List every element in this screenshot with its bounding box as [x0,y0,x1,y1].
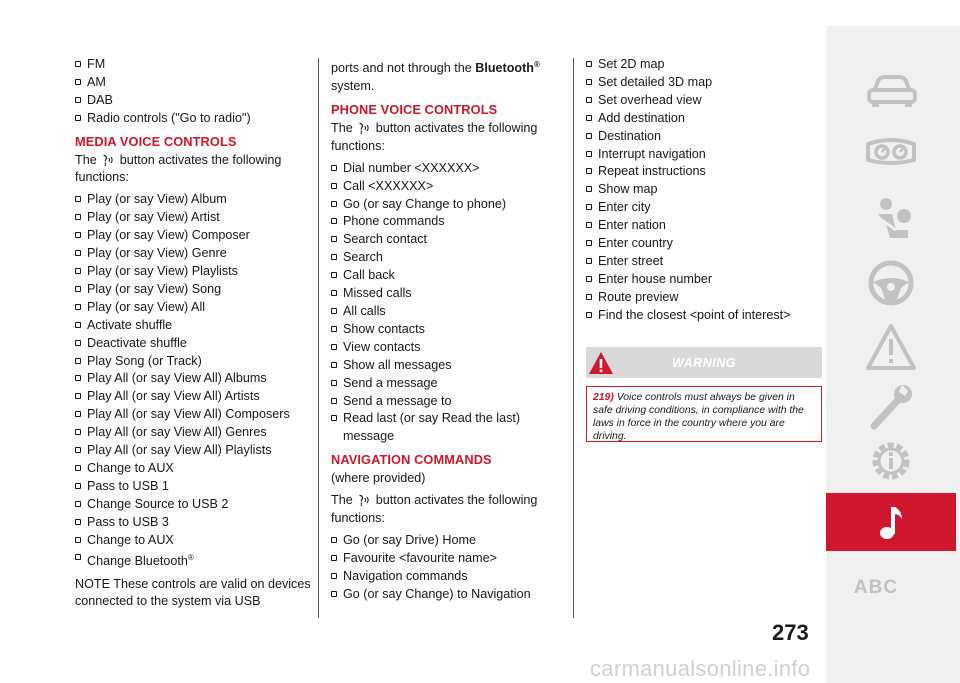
list-item: DAB [75,92,311,110]
list-item: View contacts [331,339,563,357]
warning-box [586,386,822,442]
voice-command-icon [101,154,115,166]
list-item: Activate shuffle [75,317,311,335]
gear-info-icon[interactable] [856,436,926,486]
note-text: NOTE These controls are valid on devices connected to the system via USB [75,576,311,609]
warning-number: 219) [593,391,614,403]
intro-text-after: button activates the following functions: [331,120,538,153]
list-item: Set detailed 3D map [586,74,822,92]
list-item: Enter street [586,253,822,271]
list-item: Go (or say Drive) Home [331,532,563,550]
bluetooth-term: Bluetooth [475,61,534,76]
list-item: Change to AUX [75,532,311,550]
list-item: Show all messages [331,357,563,375]
intro-text-after: button activates the following functions: [75,152,282,185]
navigation-command-list-continued [586,56,822,325]
music-note-icon [856,497,926,547]
list-item: Set overhead view [586,92,822,110]
active-chapter-tab[interactable] [826,493,956,551]
intro-text-before: The [331,120,353,135]
registered-mark: ® [187,553,194,563]
dashboard-gauges-icon[interactable] [856,126,926,176]
where-provided-note: (where provided) [331,471,426,486]
navigation-command-list [331,532,563,604]
list-item: Send a message to [331,393,563,411]
list-item: Show map [586,181,822,199]
list-item: All calls [331,303,563,321]
list-item: Change to AUX [75,460,311,478]
list-item: Play All (or say View All) Genres [75,424,311,442]
list-item: Search [331,249,563,267]
list-item: Set 2D map [586,56,822,74]
list-item: Enter country [586,235,822,253]
list-item: Add destination [586,110,822,128]
list-item: Play (or say View) All [75,299,311,317]
list-item: Change Source to USB 2 [75,496,311,514]
warning-triangle-icon[interactable] [856,322,926,372]
column-divider [318,58,319,618]
list-item: Radio controls ("Go to radio") [75,110,311,128]
list-item: Go (or say Change to phone) [331,196,563,214]
list-item: Play (or say View) Composer [75,227,311,245]
list-item: Phone commands [331,213,563,231]
list-item: Play (or say View) Album [75,191,311,209]
list-item: Play (or say View) Playlists [75,263,311,281]
wrench-icon[interactable] [856,382,926,432]
steering-wheel-icon[interactable] [856,258,926,308]
column-divider [573,58,574,618]
list-item: Play All (or say View All) Composers [75,406,311,424]
list-item: Search contact [331,231,563,249]
list-item: Route preview [586,289,822,307]
list-item: Find the closest <point of interest> [586,307,822,325]
warning-header [586,347,822,378]
column-2 [331,56,563,603]
list-item: Play All (or say View All) Playlists [75,442,311,460]
registered-mark: ® [534,60,540,69]
list-item: Send a message [331,375,563,393]
list-item: Play (or say View) Song [75,281,311,299]
abc-index-label[interactable]: ABC [853,577,899,598]
intro-text-after: button activates the following functions: [331,493,538,525]
list-item: Repeat instructions [586,163,822,181]
intro-text-before: The [75,152,97,167]
list-item: Dial number <XXXXXX> [331,160,563,178]
list-item: Interrupt navigation [586,146,822,164]
media-command-list [75,191,311,571]
list-item: Call <XXXXXX> [331,178,563,196]
list-item: Pass to USB 1 [75,478,311,496]
list-item: Call back [331,267,563,285]
list-item: Enter house number [586,271,822,289]
phone-command-list [331,160,563,447]
nav-intro [331,492,563,528]
list-item: Go (or say Change) to Navigation [331,586,563,604]
seatbelt-airbag-icon[interactable] [856,194,926,244]
continuation-start: ports and not through the [331,61,472,76]
column-3 [586,56,822,442]
page-number: 273 [772,620,809,645]
phone-voice-controls-heading: PHONE VOICE CONTROLS [331,102,498,117]
list-item: Play (or say View) Genre [75,245,311,263]
radio-list [75,56,311,128]
list-item: Play All (or say View All) Albums [75,370,311,388]
watermark: carmanualsonline.info [590,656,811,681]
navigation-commands-heading: NAVIGATION COMMANDS [331,452,492,468]
list-item: Missed calls [331,285,563,303]
list-item-text: Change Bluetooth [87,554,188,569]
intro-text-before: The [331,493,353,508]
media-intro [75,152,311,188]
car-icon[interactable] [856,62,926,112]
list-item: Read last (or say Read the last) message [331,410,563,446]
list-item: FM [75,56,311,74]
list-item: Play Song (or Track) [75,353,311,371]
list-item: Show contacts [331,321,563,339]
list-item: AM [75,74,311,92]
warning-title: WARNING [672,355,736,370]
continuation-text [331,56,563,96]
column-1 [75,56,311,611]
voice-command-icon [357,122,371,134]
list-item [75,549,311,571]
list-item: Pass to USB 3 [75,514,311,532]
continuation-end: system. [331,79,375,94]
list-item: Destination [586,128,822,146]
list-item: Play (or say View) Artist [75,209,311,227]
chapter-sidebar [826,26,960,683]
warning-text: Voice controls must always be given in safe driving conditions, in compliance with the laws in force in the country where you are driving. [593,391,804,443]
list-item: Navigation commands [331,568,563,586]
list-item: Deactivate shuffle [75,335,311,353]
list-item: Favourite <favourite name> [331,550,563,568]
list-item: Play All (or say View All) Artists [75,388,311,406]
phone-intro [331,120,563,156]
list-item: Enter nation [586,217,822,235]
list-item: Enter city [586,199,822,217]
voice-command-icon [357,494,371,506]
media-voice-controls-heading: MEDIA VOICE CONTROLS [75,133,237,149]
